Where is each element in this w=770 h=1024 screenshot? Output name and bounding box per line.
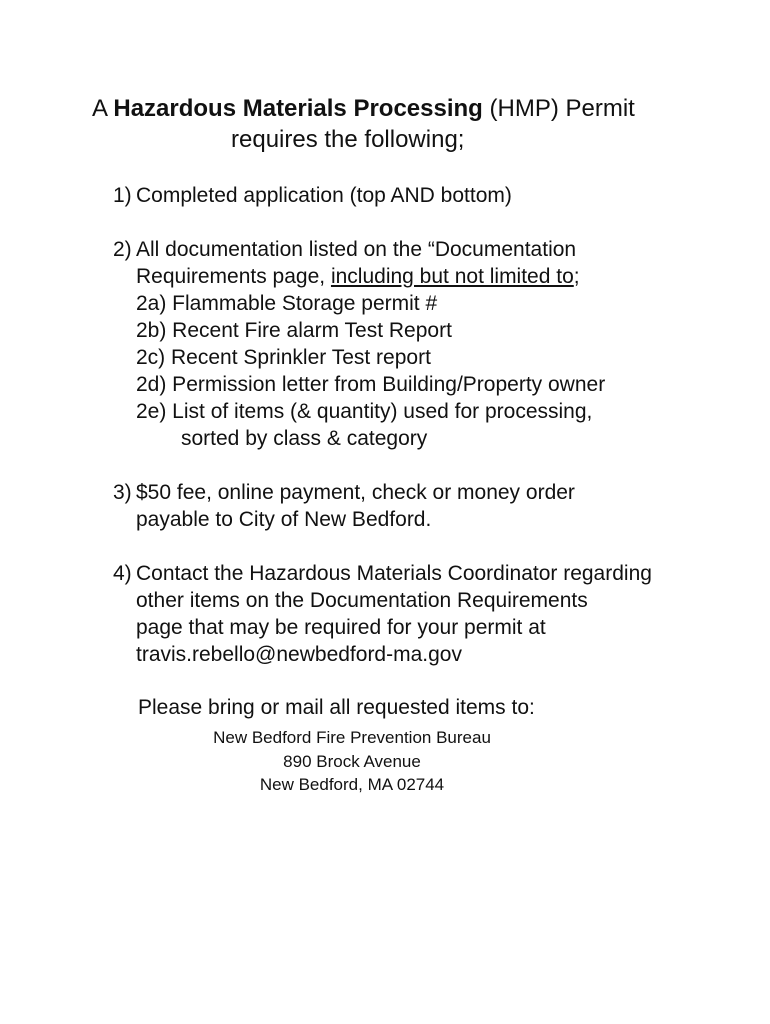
sub-item-2b: 2b) Recent Fire alarm Test Report [136,319,452,342]
sub-item-2e-continued: sorted by class & category [181,427,428,450]
item-number: 2) [113,238,132,261]
title-line2: requires the following; [231,126,465,153]
item-line: other items on the Documentation Requirements [136,589,588,612]
line-text: ; [573,265,580,288]
underlined-text: including but not limited to [330,265,574,288]
title-prefix: A [92,95,114,122]
title-suffix: (HMP) Permit [482,95,635,122]
line-text: Requirements page, [136,265,331,288]
item-line: payable to City of New Bedford. [136,508,432,531]
item-line: Contact the Hazardous Materials Coordinator regarding [136,562,652,585]
item-line: All documentation listed on the “Documentation [136,238,577,261]
list-item-3 [113,479,753,533]
list-item-1 [113,182,753,209]
sub-item-2e: 2e) List of items (& quantity) used for processing, [136,400,593,423]
address-line-3: New Bedford, MA 02744 [259,775,445,794]
sub-item-2c: 2c) Recent Sprinkler Test report [136,346,431,369]
sub-item-2a: 2a) Flammable Storage permit # [136,292,438,315]
title-bold: Hazardous Materials Processing [113,95,483,122]
item-line: Completed application (top AND bottom) [136,184,512,207]
requirements-list [113,182,753,695]
item-line [136,263,753,290]
list-item-4 [113,560,753,668]
contact-email: travis.rebello@newbedford-ma.gov [136,643,462,666]
item-line: page that may be required for your permit at [136,616,546,639]
page-title [92,94,635,124]
bring-instructions: Please bring or mail all requested items to: [138,696,535,719]
item-line: $50 fee, online payment, check or money order [136,481,575,504]
item-number: 1) [113,184,132,207]
address-line-1: New Bedford Fire Prevention Bureau [213,728,491,747]
list-item-2 [113,236,753,452]
item-number: 3) [113,481,132,504]
sub-item-2d: 2d) Permission letter from Building/Property owner [136,373,606,396]
address-line-2: 890 Brock Avenue [283,752,421,771]
item-number: 4) [113,562,132,585]
